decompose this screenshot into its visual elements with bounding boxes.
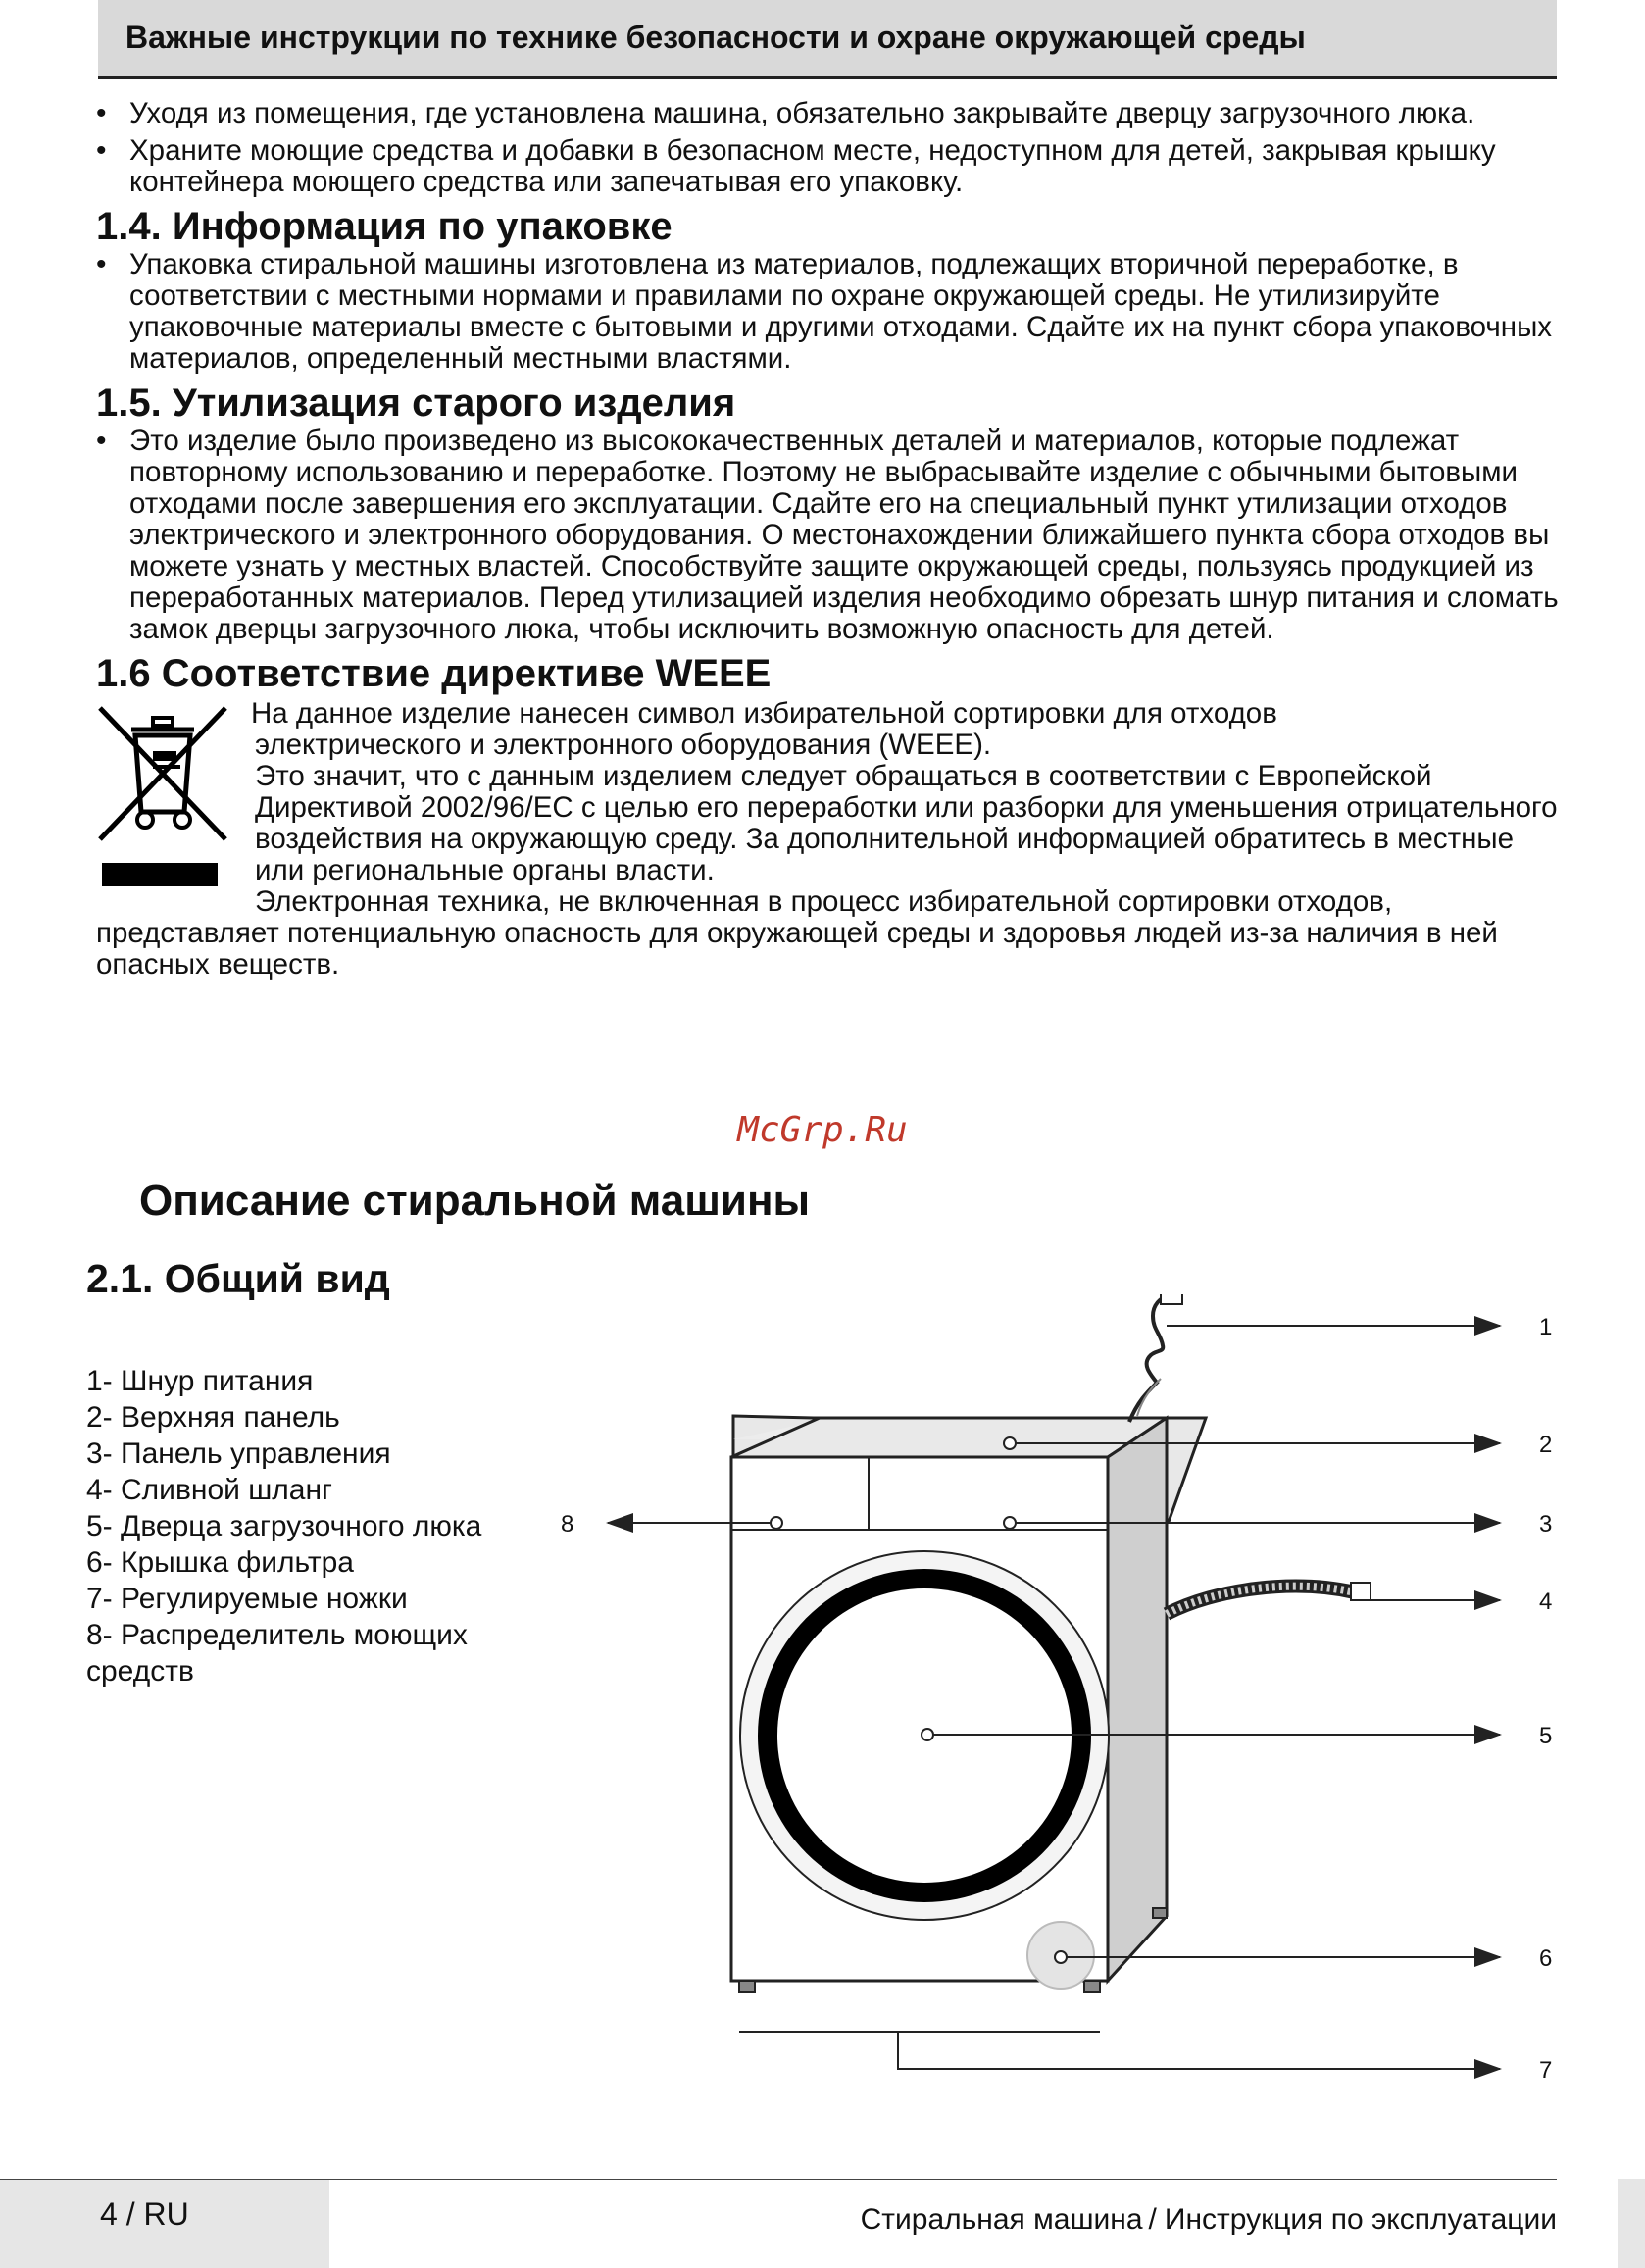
legend-item: 5- Дверца загрузочного люка [86, 1510, 482, 1542]
section-1-5-text: • Это изделие было произведено из высококачественных деталей и материалов, которые подлежат повторному использованию и переработке. Поэтому не выбрасывайте изделие с обычными бытовыми отходами после завершения его эксплуатации. Сдайте его на специальный пункт утилизации отходов электрического и электронного оборудования. О местонахождении ближайшего пункта сбора отходов вы можете узнать у местных властей. Способствуйте защите окружающей среды, пользуясь продукцией из переработанных материалов. Перед утилизацией изделия необходимо обрезать шнур питания и сломать замок дверцы загрузочного люка, чтобы исключить возможную опасность для детей. [96, 426, 1567, 645]
footer-doc: Инструкция по эксплуатации [1164, 2203, 1557, 2236]
legend-item: 1- Шнур питания [86, 1365, 314, 1397]
weee-p1-line2: электрического и электронного оборудования (WEEE). [255, 729, 992, 761]
legend-item: 2- Верхняя панель [86, 1401, 340, 1434]
footer-separator: / [1148, 2203, 1157, 2236]
legend-item: 7- Регулируемые ножки [86, 1583, 408, 1615]
callout-7: 7 [1539, 2057, 1553, 2084]
page-content [96, 98, 1567, 981]
legend-item: 8- Распределитель моющих средств [86, 1619, 468, 1688]
callout-1: 1 [1539, 1314, 1553, 1340]
footer-product: Стиральная машина [860, 2203, 1143, 2236]
intro-bullet-2: • Храните моющие средства и добавки в безопасном месте, недоступном для детей, закрывая крышку контейнера моющего средства или запечатывая его упаковку. [96, 135, 1567, 198]
section-2-1-title: 2.1. Общий вид [86, 1256, 390, 1301]
section-1-4-text: • Упаковка стиральной машины изготовлена из материалов, подлежащих вторичной переработке, в соответствии с местными нормами и правилами по охране окружающей среды. Не утилизируйте упаковочные материалы вместе с бытовыми и другими отходами. Сдайте их на пункт сбора упаковочных материалов, определенный местными властями. [96, 249, 1567, 375]
legend-item: 4- Сливной шланг [86, 1474, 332, 1506]
page-number: 4 / RU [100, 2196, 189, 2232]
footer-doc-title [861, 2203, 1557, 2237]
weee-p2: Это значит, что с данным изделием следует обращаться в соответствии с Европейской Директивой 2002/96/EC с целью его переработки или разборки для уменьшения отрицательного воздействия на окружающую среду. За дополнительной информацией обратитесь в местные или региональные органы власти. [255, 760, 1558, 886]
legend-item: 3- Панель управления [86, 1437, 391, 1470]
callout-5: 5 [1539, 1723, 1553, 1749]
header-title: Важные инструкции по технике безопасности и охране окружающей среды [125, 20, 1306, 55]
watermark: McGrp.Ru [737, 1110, 908, 1150]
intro-bullet-1: • Уходя из помещения, где установлена машина, обязательно закрывайте дверцу загрузочного люка. [96, 98, 1567, 129]
section-1-4-title: 1.4. Информация по упаковке [96, 205, 673, 248]
callout-8: 8 [561, 1511, 574, 1537]
weee-p3-line1: Электронная техника, не включенная в процесс избирательной сортировки отходов, [255, 885, 1393, 918]
callout-6: 6 [1539, 1945, 1553, 1972]
legend-item: 6- Крышка фильтра [86, 1546, 354, 1579]
callout-3: 3 [1539, 1511, 1553, 1537]
drain-hose [1167, 1583, 1371, 1614]
power-cord [1129, 1294, 1182, 1422]
footer-rule [0, 2179, 1557, 2180]
weee-block [96, 698, 1567, 981]
weee-p3-rest: представляет потенциальную опасность для окружающей среды и здоровья людей из-за наличия в ней опасных веществ. [96, 917, 1498, 981]
weee-p1-line1: На данное изделие нанесен символ избирательной сортировки для отходов [251, 697, 1277, 730]
footer-corner [1618, 2179, 1645, 2268]
section-1-6-title: 1.6 Соответствие директиве WEEE [96, 652, 772, 695]
callout-2: 2 [1539, 1432, 1553, 1458]
legend-list [86, 1363, 527, 1689]
section-1-5-title: 1.5. Утилизация старого изделия [96, 381, 736, 425]
washing-machine-diagram [549, 1294, 1569, 2098]
callout-4: 4 [1539, 1588, 1553, 1615]
crossed-bin-icon [96, 704, 229, 890]
header-bar [98, 0, 1557, 79]
section-2-title: Описание стиральной машины [139, 1177, 811, 1225]
